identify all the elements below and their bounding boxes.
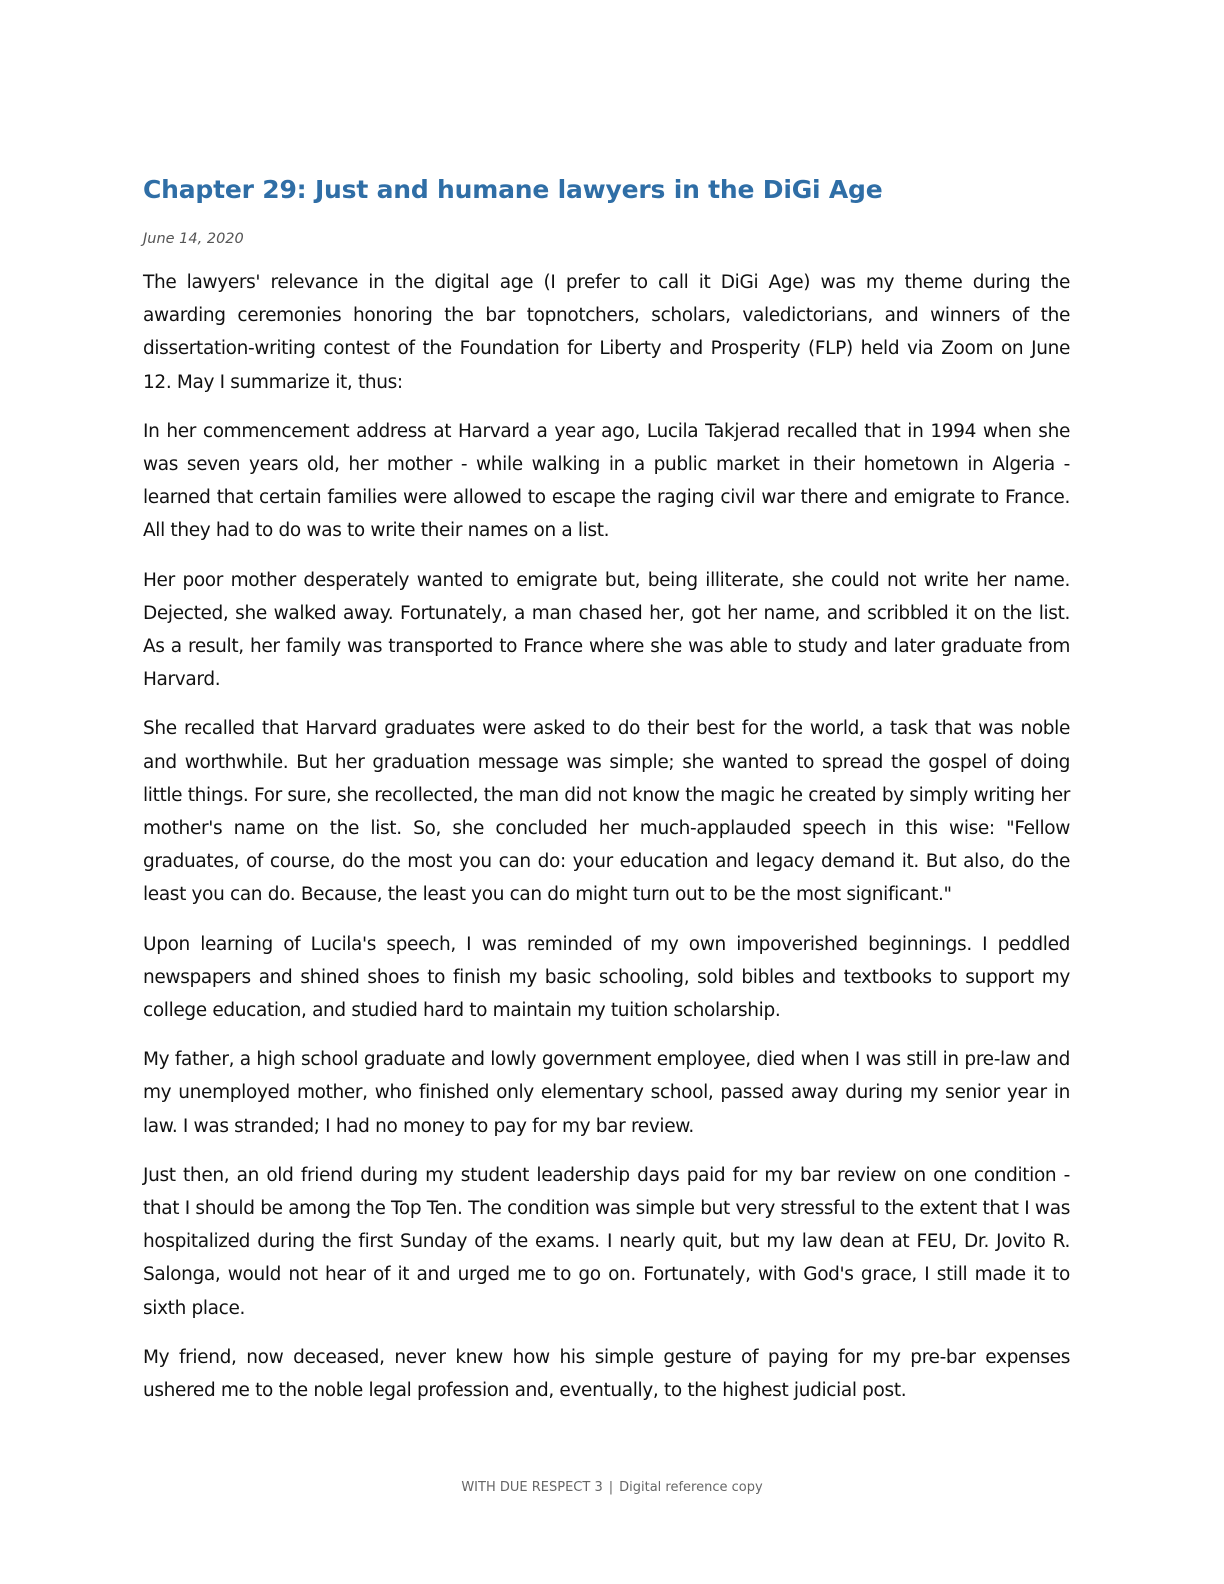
footer-separator: |: [608, 1480, 614, 1495]
chapter-title: Chapter 29: Just and humane lawyers in the DiGi Age: [143, 175, 883, 204]
article-body: [143, 266, 1070, 1407]
page-footer: [0, 1478, 1224, 1498]
paragraph-7: Just then, an old friend during my student leadership days paid for my bar review on one condition - that I should be among the Top Ten. The condition was simple but very stressful to the extent that I was hospitalized during the first Sunday of the exams. I nearly quit, but my law dean at FEU, Dr. Jovito R. Salonga, would not hear of it and urged me to go on. Fortunately, with God's grace, I still made it to sixth place.: [143, 1164, 1070, 1319]
footer-note: Digital reference copy: [619, 1480, 763, 1495]
paragraph-4: She recalled that Harvard graduates were asked to do their best for the world, a task that was noble and worthwhile. But her graduation message was simple; she wanted to spread the gospel of doing little things. For sure, she recollected, the man did not know the magic he created by simply writing her mother's name on the list. So, she concluded her much-applauded speech in this wise: "Fellow graduates, of course, do the most you can do: your education and legacy demand it. But also, do the least you can do. Because, the least you can do might turn out to be the most significant.": [143, 718, 1070, 906]
document-page: [143, 170, 1070, 1423]
publication-date: June 14, 2020: [143, 231, 244, 247]
paragraph-2: In her commencement address at Harvard a year ago, Lucila Takjerad recalled that in 1994 when she was seven years old, her mother - while walking in a public market in their hometown in Algeria - learned that certain families were allowed to escape the raging civil war there and emigrate to France. All they had to do was to write their names on a list.: [143, 420, 1070, 542]
paragraph-3: Her poor mother desperately wanted to emigrate but, being illiterate, she could not write her name. Dejected, she walked away. Fortunately, a man chased her, got her name, and scribbled it on the list. As a result, her family was transported to France where she was able to study and later graduate from Harvard.: [143, 569, 1070, 691]
footer-book-title: WITH DUE RESPECT 3: [461, 1480, 603, 1495]
paragraph-6: My father, a high school graduate and lowly government employee, died when I was still in pre-law and my unemployed mother, who finished only elementary school, passed away during my senior year in law. I was stranded; I had no money to pay for my bar review.: [143, 1049, 1070, 1137]
paragraph-5: Upon learning of Lucila's speech, I was reminded of my own impoverished beginnings. I peddled newspapers and shined shoes to finish my basic schooling, sold bibles and textbooks to support my college education, and studied hard to maintain my tuition scholarship.: [143, 933, 1070, 1022]
paragraph-1: The lawyers' relevance in the digital age (I prefer to call it DiGi Age) was my theme during the awarding ceremonies honoring the bar topnotchers, scholars, valedictorians, and winners of the dissertation-writing contest of the Foundation for Liberty and Prosperity (FLP) held via Zoom on June 12. May I summarize it, thus:: [143, 272, 1070, 393]
paragraph-8: My friend, now deceased, never knew how his simple gesture of paying for my pre-bar expenses ushered me to the noble legal profession and, eventually, to the highest judicial post.: [143, 1346, 1070, 1402]
